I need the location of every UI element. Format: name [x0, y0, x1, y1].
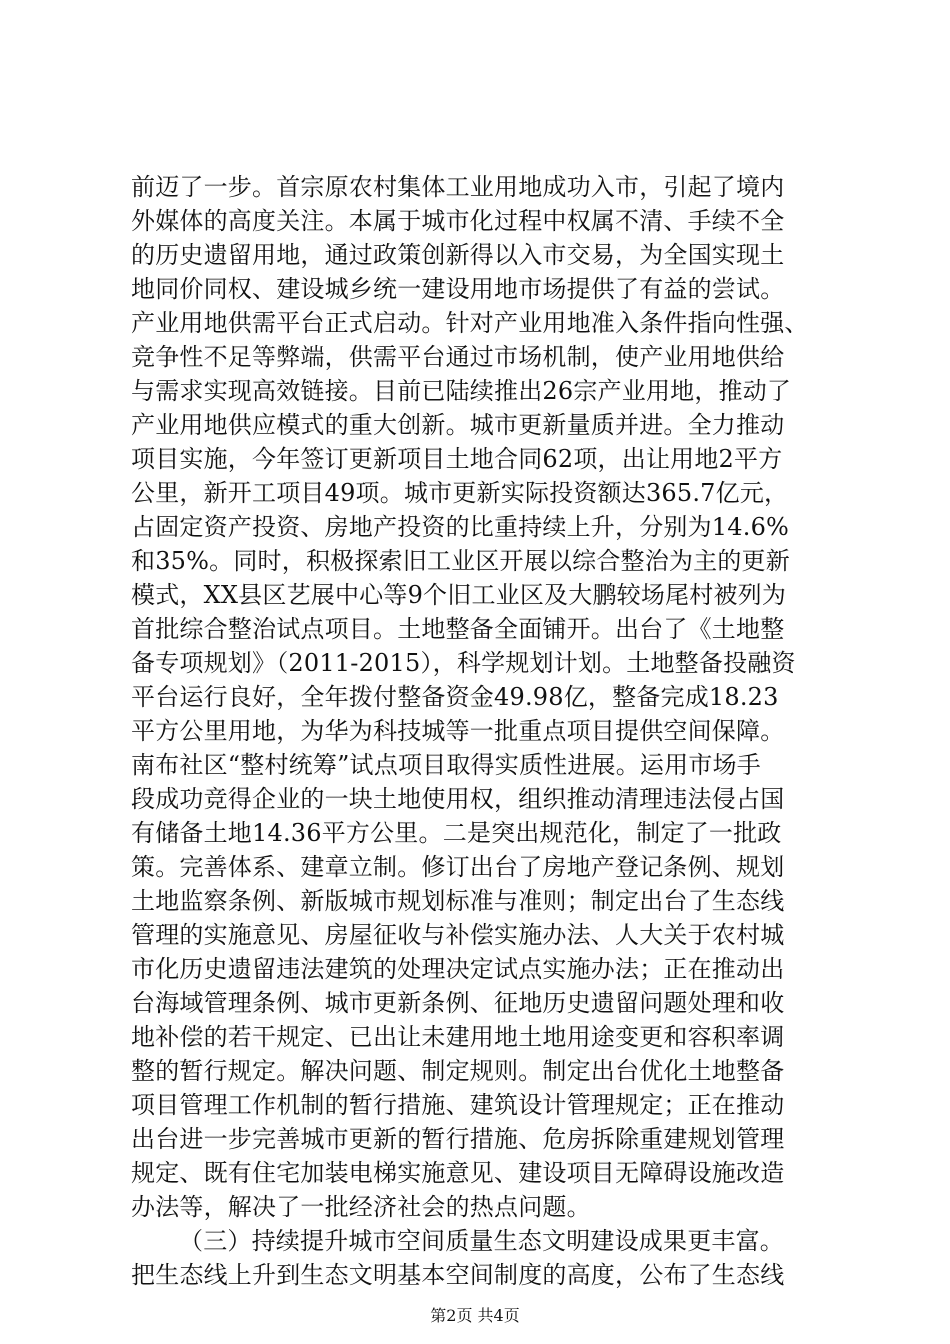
text-line: 台海域管理条例、城市更新条例、征地历史遗留问题处理和收 — [131, 989, 785, 1017]
text-line: 策。完善体系、建章立制。修订出台了房地产登记条例、规划 — [131, 853, 785, 881]
page-number-footer: 第2页 共4页 — [430, 1306, 520, 1325]
text-line: 竞争性不足等弊端，供需平台通过市场机制，使产业用地供给 — [131, 343, 785, 371]
text-line: 项目管理工作机制的暂行措施、建筑设计管理规定；正在推动 — [131, 1091, 785, 1119]
text-line: 首批综合整治试点项目。土地整备全面铺开。出台了《土地整 — [131, 615, 785, 643]
text-line: 外媒体的高度关注。本属于城市化过程中权属不清、手续不全 — [131, 207, 785, 235]
text-line: 和35%。同时，积极探索旧工业区开展以综合整治为主的更新 — [131, 547, 790, 575]
text-line: 段成功竞得企业的一块土地使用权，组织推动清理违法侵占国 — [131, 785, 785, 813]
text-line: 土地监察条例、新版城市规划标准与准则；制定出台了生态线 — [131, 887, 785, 915]
text-line: 整的暂行规定。解决问题、制定规则。制定出台优化土地整备 — [131, 1057, 785, 1085]
text-line: 与需求实现高效链接。目前已陆续推出26宗产业用地，推动了 — [131, 377, 792, 405]
text-line: 备专项规划》（2011-2015），科学规划计划。土地整备投融资 — [131, 649, 796, 677]
text-line: 规定、既有住宅加装电梯实施意见、建设项目无障碍设施改造 — [131, 1159, 785, 1187]
text-line: 市化历史遗留违法建筑的处理决定试点实施办法；正在推动出 — [131, 955, 785, 983]
text-line: 模式，XX县区艺展中心等9个旧工业区及大鹏较场尾村被列为 — [131, 581, 787, 609]
text-line: 有储备土地14.36平方公里。二是突出规范化，制定了一批政 — [131, 819, 782, 847]
text-line: 占固定资产投资、房地产投资的比重持续上升，分别为14.6% — [131, 513, 790, 541]
text-line: 前迈了一步。首宗原农村集体工业用地成功入市，引起了境内 — [131, 173, 785, 201]
text-line: 把生态线上升到生态文明基本空间制度的高度，公布了生态线 — [131, 1261, 785, 1289]
section-heading-line: （三）持续提升城市空间质量生态文明建设成果更丰富。 — [179, 1227, 784, 1255]
text-line: 出台进一步完善城市更新的暂行措施、危房拆除重建规划管理 — [131, 1125, 785, 1153]
text-line: 办法等，解决了一批经济社会的热点问题。 — [131, 1193, 591, 1221]
text-line: 产业用地供应模式的重大创新。城市更新量质并进。全力推动 — [131, 411, 785, 439]
text-line: 产业用地供需平台正式启动。针对产业用地准入条件指向性强、 — [131, 309, 809, 337]
text-line: 管理的实施意见、房屋征收与补偿实施办法、人大关于农村城 — [131, 921, 785, 949]
text-line: 平台运行良好，全年拨付整备资金49.98亿，整备完成18.23 — [131, 683, 779, 711]
text-line: 的历史遗留用地，通过政策创新得以入市交易，为全国实现土 — [131, 241, 785, 269]
text-line: 南布社区“整村统筹”试点项目取得实质性进展。运用市场手 — [131, 751, 761, 779]
text-line: 地补偿的若干规定、已出让未建用地土地用途变更和容积率调 — [131, 1023, 785, 1051]
text-line: 平方公里用地，为华为科技城等一批重点项目提供空间保障。 — [131, 717, 785, 745]
text-line: 公里，新开工项目49项。城市更新实际投资额达365.7亿元， — [131, 479, 789, 507]
text-line: 项目实施，今年签订更新项目土地合同62项，出让用地2平方 — [131, 445, 783, 473]
text-line: 地同价同权、建设城乡统一建设用地市场提供了有益的尝试。 — [131, 275, 785, 303]
